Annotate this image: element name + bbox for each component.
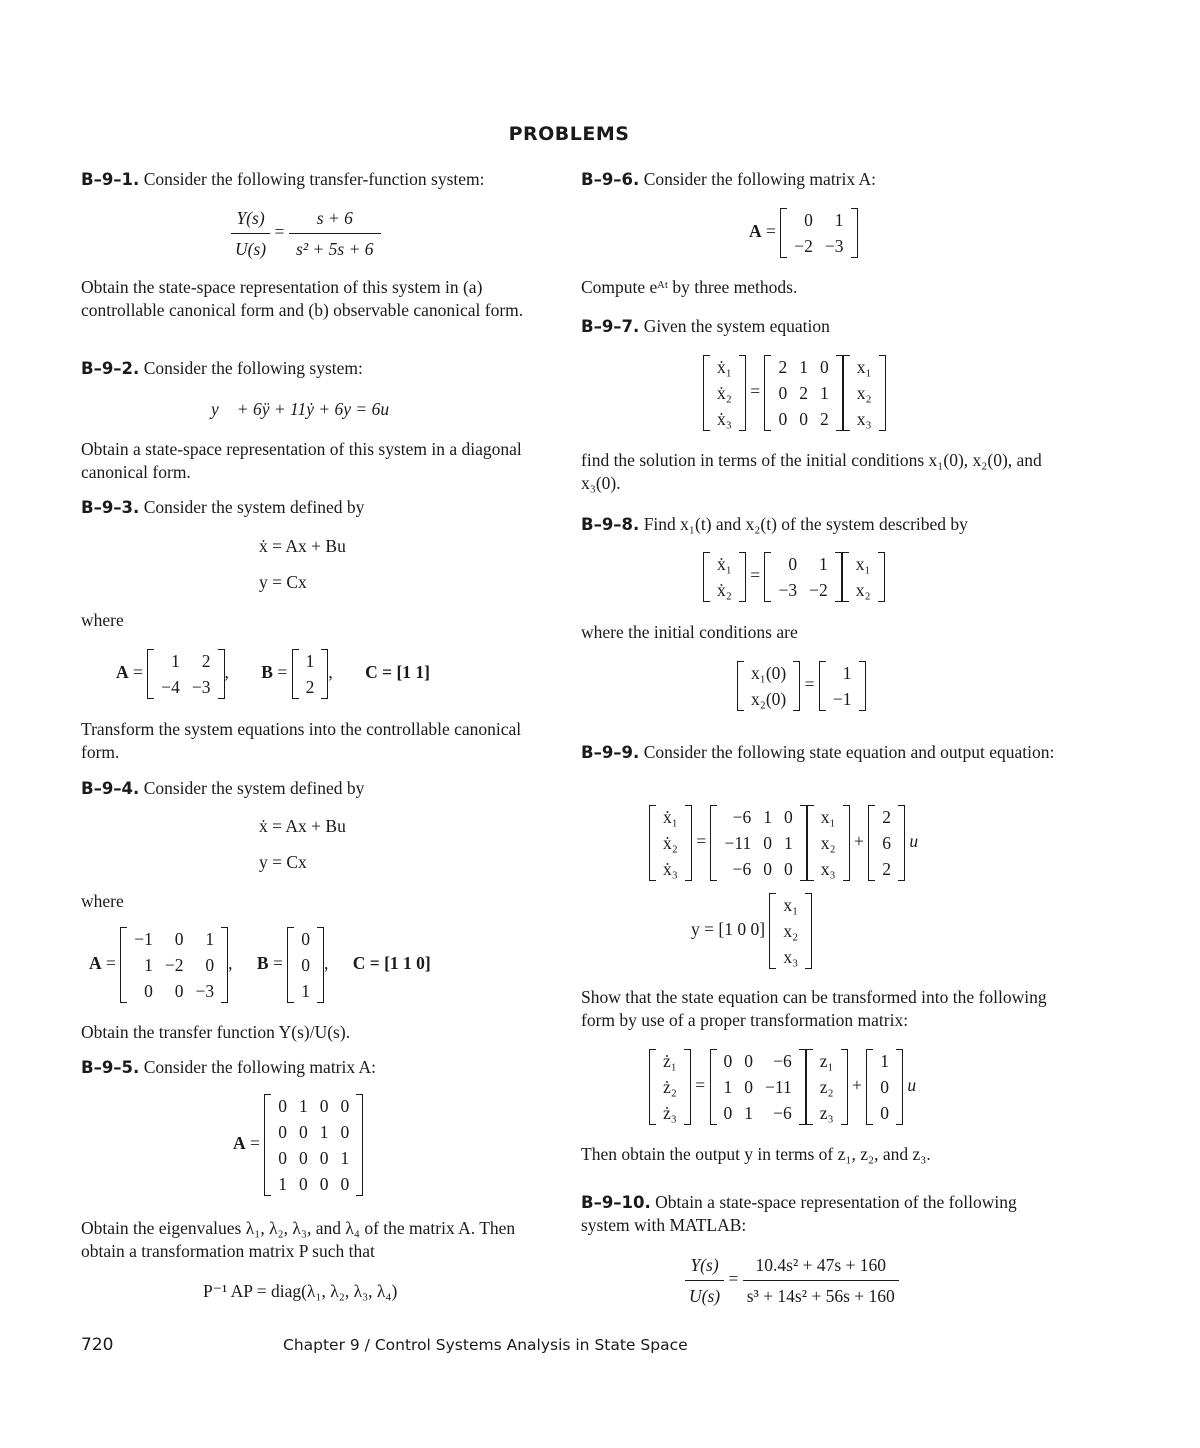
matrix-entry: ẋ₁ <box>663 807 678 827</box>
matrix-entry: x₁ <box>783 895 799 915</box>
matrix-entry: ẋ₁ <box>717 357 732 377</box>
problem-b-9-7 <box>581 315 830 338</box>
z-vector <box>806 1048 848 1126</box>
matrix-entry: 0 <box>783 807 793 827</box>
matrix-entry: ẋ₂ <box>717 580 732 600</box>
input-vector <box>868 804 905 882</box>
matrix-entry: x₁ <box>820 807 836 827</box>
matrix-entry: 0 <box>788 554 798 574</box>
xdot-vector <box>649 804 692 882</box>
matrix-entry: 0 <box>723 1051 733 1071</box>
matrix-entry: x₁(0) <box>751 663 787 683</box>
matrix-entry: x₁ <box>856 357 872 377</box>
matrix-entry: 0 <box>880 1103 889 1123</box>
problem-text: Obtain the eigenvalues λ₁, λ₂, λ₃, and λ₄ of the matrix A. Then obtain a transformation matrix P such that <box>81 1218 516 1261</box>
matrix-entry: 1 <box>834 210 844 230</box>
problem-b-9-2 <box>81 357 363 380</box>
matrix-entry: −2 <box>164 955 184 975</box>
matrix-entry: 1 <box>278 1174 288 1194</box>
matrix-entry: −3 <box>824 236 844 256</box>
matrix-entry: −4 <box>161 677 180 697</box>
matrix-entry: −6 <box>732 859 752 879</box>
problem-text: where the initial conditions are <box>581 622 798 642</box>
xdot-vector <box>703 354 746 432</box>
problem-text: Given the system equation <box>643 316 830 336</box>
initial-values <box>819 660 866 712</box>
problem-text: Consider the system defined by <box>143 497 365 517</box>
matrix-entry: 1 <box>144 955 153 975</box>
matrix-entry: x₂ <box>855 580 871 600</box>
matrix-entry: 0 <box>205 955 215 975</box>
matrix-entry: 1 <box>818 554 828 574</box>
problem-b-9-10 <box>581 1191 1061 1237</box>
system-matrix <box>764 551 841 603</box>
matrix-entry: 0 <box>278 1148 288 1168</box>
x-vector <box>842 551 885 603</box>
transfer-function-eq: $\frac{Y(s)}{U(s)}$ = $\frac{s + 6}{\text{s² + 5s + 6}}$ <box>231 205 381 262</box>
matrix-entry: 1 <box>340 1148 350 1168</box>
matrix-entry: 6 <box>882 833 891 853</box>
matrix-entry: ẋ₃ <box>717 409 732 429</box>
matrix-eq: A = 0 1 0 0 0 0 1 0 0 0 0 1 1 0 0 0 <box>233 1093 363 1197</box>
matrix-entry: x₂ <box>820 833 836 853</box>
problem-text: Obtain the transfer function Y(s)/U(s). <box>81 1022 351 1042</box>
xdot-vector <box>703 551 746 603</box>
matrix-entry: −2 <box>794 236 813 256</box>
page-footer <box>81 1335 1081 1355</box>
matrix-entry: −1 <box>832 689 852 709</box>
matrix-entry: 0 <box>319 1174 329 1194</box>
fraction-num: s + 6 <box>316 208 353 228</box>
matrices-row: A = 1 2 −4 −3 , B = 1 2 , C = [1 1] <box>116 648 430 700</box>
problem-text: Compute eᴬᵗ by three methods. <box>581 277 798 297</box>
matrix-c: C = [1 1] <box>365 662 430 683</box>
matrix-entry: ż₁ <box>663 1051 677 1071</box>
matrix-entry: z₂ <box>819 1077 834 1097</box>
matrix-entry: z₃ <box>819 1103 834 1123</box>
matrix-entry: 0 <box>880 1077 889 1097</box>
matrix-entry: 2 <box>778 357 788 377</box>
problem-id: B–9–8. <box>581 515 640 534</box>
matrix-entry: 0 <box>763 833 772 853</box>
input-vector <box>866 1048 903 1126</box>
matrix-entry: 0 <box>804 210 813 230</box>
matrix-entry: x₂(0) <box>751 689 787 709</box>
matrix-a <box>264 1093 363 1197</box>
matrix-entry: 1 <box>819 383 829 403</box>
matrix-entry: 1 <box>799 357 808 377</box>
problem-b-9-9 <box>581 741 1061 764</box>
matrix-entry: 1 <box>171 651 180 671</box>
matrices-row: A = −1 0 1 1 −2 0 0 0 −3 , B = 0 0 1 , C = [1 1 0] <box>89 926 431 1004</box>
matrix-entry: 0 <box>301 955 310 975</box>
problem-b-9-4 <box>81 777 364 800</box>
problem-id: B–9–9. <box>581 743 640 762</box>
problem-text: Show that the state equation can be transformed into the following form by use of a proper transformation matrix: <box>581 987 1047 1030</box>
problem-text: Consider the system defined by <box>143 778 365 798</box>
matrix-entry: 0 <box>299 1122 308 1142</box>
x-vector <box>843 354 886 432</box>
matrix-entry: ż₂ <box>663 1077 677 1097</box>
matrix-entry: 0 <box>783 859 793 879</box>
problem-id: B–9–5. <box>81 1058 140 1077</box>
matrix-entry: 0 <box>778 383 788 403</box>
matrix-entry: 0 <box>319 1148 329 1168</box>
matrix-entry: 2 <box>201 651 211 671</box>
matrix-entry: 1 <box>723 1077 733 1097</box>
matrix-entry: x₃ <box>856 409 872 429</box>
problem-text: Consider the following transfer-function system: <box>143 169 485 189</box>
where-text: where <box>81 891 124 911</box>
fraction-den: U(s) <box>689 1286 721 1306</box>
state-eq: ẋ = Ax + Bu <box>259 536 346 556</box>
fraction-den: s² + 5s + 6 <box>296 239 374 259</box>
problem-id: B–9–4. <box>81 779 140 798</box>
transformed-eq: ż₁ ż₂ ż₃ = 0 0 −6 1 0 −11 0 1 −6 z₁ z₂ z₃ + 1 0 0 u <box>649 1048 916 1126</box>
matrix-entry: 0 <box>299 1174 308 1194</box>
matrix-entry: x₁ <box>855 554 871 574</box>
problem-text: Obtain the state-space representation of this system in (a) controllable canonical form and (b) observable canonical form. <box>81 277 524 320</box>
state-eq: ẋ = Ax + Bu <box>259 816 346 836</box>
problem-text: Then obtain the output y in terms of z₁, z₂, and z₃. <box>581 1144 931 1164</box>
matrix-entry: −2 <box>809 580 828 600</box>
matrix-entry: 0 <box>340 1174 350 1194</box>
matrix-c: C = [1 1 0] <box>352 953 431 974</box>
chapter-title: Chapter 9 / Control Systems Analysis in State Space <box>283 1336 688 1354</box>
matrix-a <box>780 207 857 259</box>
matrix-entry: 1 <box>783 833 793 853</box>
matrix-entry: 1 <box>305 651 315 671</box>
matrix-entry: 0 <box>340 1096 350 1116</box>
problem-b-9-3 <box>81 496 364 519</box>
matrix-entry: 1 <box>301 981 310 1001</box>
matrix-entry: 0 <box>744 1051 753 1071</box>
problem-id: B–9–3. <box>81 498 140 517</box>
x0-vector <box>737 660 800 712</box>
fraction-num: Y(s) <box>236 208 265 228</box>
matrix-entry: 0 <box>278 1096 288 1116</box>
initial-conditions-eq: x₁(0) x₂(0) = 1 −1 <box>737 660 866 712</box>
page-number: 720 <box>81 1335 114 1355</box>
matrix-entry: 0 <box>174 981 184 1001</box>
problem-b-9-5 <box>81 1056 376 1079</box>
matrix-entry: 1 <box>763 807 772 827</box>
matrix-b <box>292 648 329 700</box>
matrix-entry: −11 <box>724 833 752 853</box>
matrix-entry: 2 <box>305 677 315 697</box>
problem-id: B–9–10. <box>581 1193 651 1212</box>
problem-b-9-8 <box>581 513 968 536</box>
matrix-entry: ẋ₃ <box>663 859 678 879</box>
matrix-entry: 2 <box>799 383 808 403</box>
matrix-entry: ẋ₂ <box>663 833 678 853</box>
zdot-vector <box>649 1048 691 1126</box>
matrix-entry: −1 <box>134 929 153 949</box>
system-matrix <box>764 354 842 432</box>
problem-text: Transform the system equations into the controllable canonical form. <box>81 719 522 762</box>
problem-id: B–9–6. <box>581 170 640 189</box>
matrix-entry: 1 <box>319 1122 329 1142</box>
matrix-entry: 2 <box>882 859 891 879</box>
matrix-a <box>147 648 224 700</box>
matrix-entry: −6 <box>773 1103 792 1123</box>
matrix-entry: −3 <box>195 981 215 1001</box>
matrix-entry: −3 <box>778 580 798 600</box>
fraction-num: 10.4s² + 47s + 160 <box>743 1252 899 1281</box>
matrix-entry: 0 <box>174 929 184 949</box>
matrix-entry: −3 <box>191 677 211 697</box>
problem-id: B–9–2. <box>81 359 140 378</box>
system-eq: ẋ₁ ẋ₂ ẋ₃ = 2 1 0 0 2 1 0 0 2 x₁ x₂ x₃ <box>703 354 886 432</box>
matrix-entry: 1 <box>205 929 215 949</box>
problem-text: Find x₁(t) and x₂(t) of the system described by <box>643 514 968 534</box>
matrix-entry: x₂ <box>856 383 872 403</box>
problem-text: find the solution in terms of the initial conditions x₁(0), x₂(0), and x₃(0). <box>581 450 1042 493</box>
matrix-a <box>120 926 228 1004</box>
matrix-entry: x₃ <box>820 859 836 879</box>
fraction-den: s³ + 14s² + 56s + 160 <box>746 1286 895 1306</box>
equation: y⃛ + 6ÿ + 11ẏ + 6y = 6u <box>211 399 390 419</box>
problem-text: Consider the following matrix A: <box>643 169 877 189</box>
matrix-entry: z₁ <box>819 1051 834 1071</box>
differential-eq <box>211 396 389 422</box>
output-eq: y = Cx <box>259 572 307 592</box>
matrix-entry: x₃ <box>783 947 799 967</box>
diag-eq: P⁻¹ AP = diag(λ₁, λ₂, λ₃, λ₄) <box>203 1281 398 1301</box>
matrix-entry: 0 <box>778 409 788 429</box>
transfer-function-eq: $\frac{Y(s)}{U(s)}$ = $\frac{\text{10.4s² + 47s + 160}}{\text{s³ + 14s² + 56s + 160}}$ <box>685 1252 899 1309</box>
matrix-entry: 0 <box>819 357 829 377</box>
matrix-entry: 0 <box>763 859 772 879</box>
fraction-num: Y(s) <box>690 1255 719 1275</box>
where-text: where <box>81 610 124 630</box>
matrix-entry: 0 <box>278 1122 288 1142</box>
matrix-entry: 0 <box>340 1122 350 1142</box>
matrix-entry: 0 <box>799 409 808 429</box>
matrix-entry: 0 <box>301 929 310 949</box>
problem-text: Consider the following state equation and output equation: <box>643 742 1055 762</box>
problem-id: B–9–1. <box>81 170 140 189</box>
matrix-entry: ẋ₁ <box>717 554 732 574</box>
problem-id: B–9–7. <box>581 317 640 336</box>
matrix-entry: −11 <box>765 1077 792 1097</box>
problem-text: Consider the following matrix A: <box>143 1057 377 1077</box>
matrix-entry: 0 <box>723 1103 733 1123</box>
matrix-entry: 1 <box>880 1051 889 1071</box>
x-vector <box>769 892 812 970</box>
problem-text: Consider the following system: <box>143 358 363 378</box>
matrix-entry: x₂ <box>783 921 799 941</box>
matrix-entry: 1 <box>299 1096 308 1116</box>
state-eq: ẋ₁ ẋ₂ ẋ₃ = −6 1 0 −11 0 1 −6 0 0 x₁ x₂ x₃ + 2 6 2 u <box>649 804 918 882</box>
problem-text: Obtain a state-space representation of this system in a diagonal canonical form. <box>81 439 522 482</box>
system-eq: ẋ₁ ẋ₂ = 0 1 −3 −2 x₁ x₂ <box>703 551 885 603</box>
output-row: y = [1 0 0] <box>691 919 766 940</box>
matrix-entry: 1 <box>842 663 852 683</box>
matrix-b <box>287 926 324 1004</box>
transformed-matrix <box>710 1048 806 1126</box>
output-eq: y = Cx <box>259 852 307 872</box>
problem-b-9-1 <box>81 168 485 191</box>
matrix-entry: −6 <box>773 1051 792 1071</box>
fraction-den: U(s) <box>235 239 267 259</box>
matrix-entry: ż₃ <box>663 1103 677 1123</box>
matrix-eq: A = 0 1 −2 −3 <box>749 207 858 259</box>
matrix-entry: ẋ₂ <box>717 383 732 403</box>
matrix-entry: 2 <box>882 807 891 827</box>
x-vector <box>807 804 850 882</box>
system-matrix <box>710 804 806 882</box>
problem-text: Obtain a state-space representation of the following system with MATLAB: <box>581 1192 1017 1235</box>
problem-b-9-6 <box>581 168 876 191</box>
matrix-entry: 0 <box>299 1148 308 1168</box>
matrix-entry: 1 <box>744 1103 753 1123</box>
page-heading: PROBLEMS <box>508 123 630 145</box>
matrix-entry: 0 <box>744 1077 753 1097</box>
matrix-entry: 0 <box>319 1096 329 1116</box>
matrix-entry: −6 <box>732 807 752 827</box>
matrix-entry: 0 <box>144 981 153 1001</box>
output-eq <box>691 892 812 970</box>
matrix-entry: 2 <box>819 409 829 429</box>
